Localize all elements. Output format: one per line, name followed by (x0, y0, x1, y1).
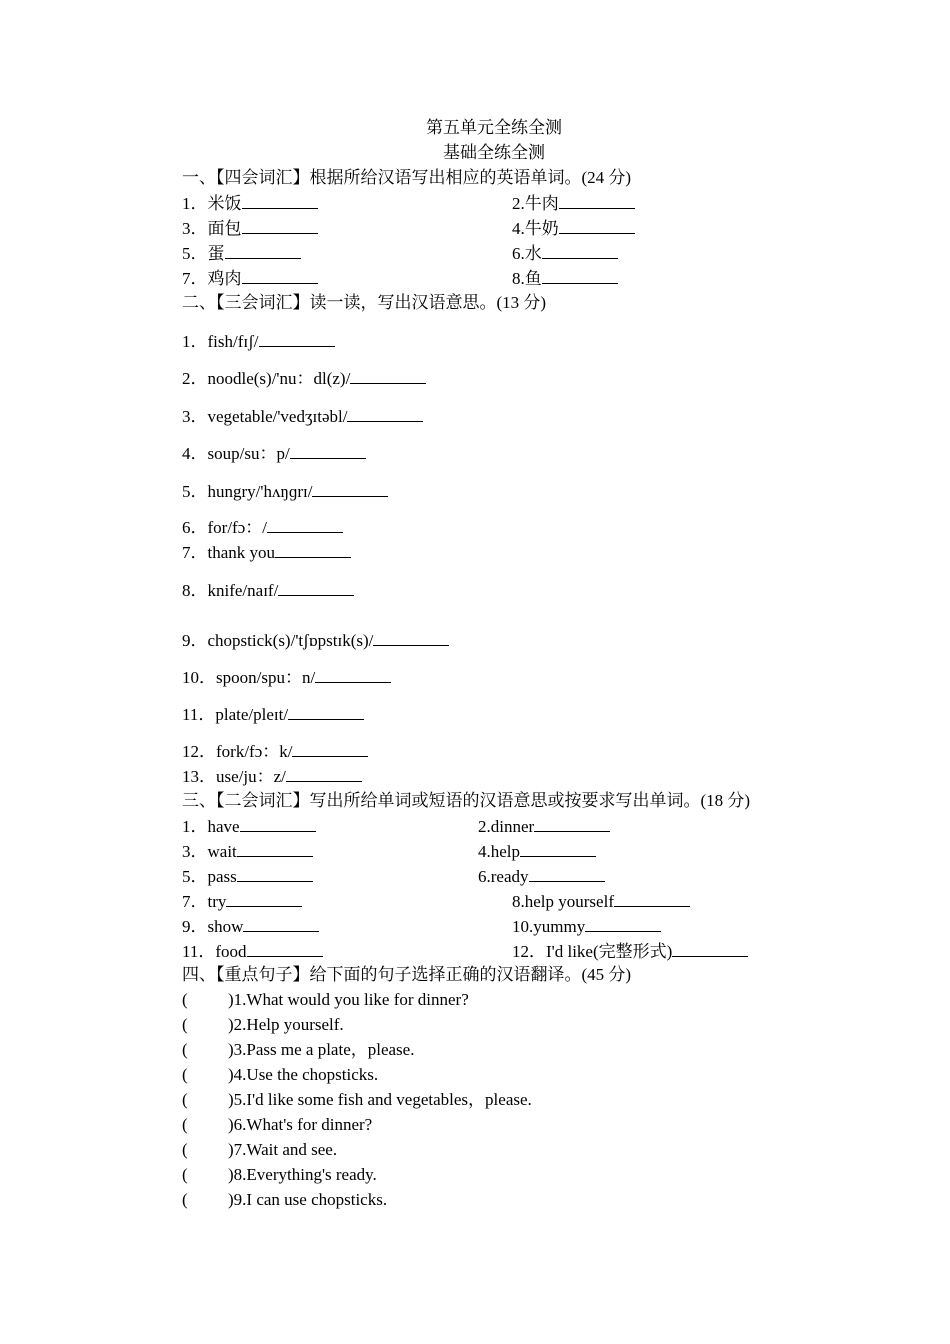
page-subtitle: 基础全练全测 (443, 143, 545, 162)
section3-item: 4.help (478, 840, 596, 863)
answer-blank (534, 815, 610, 832)
section1-item: 4.牛奶 (512, 217, 635, 240)
section2-item: 8．knife/naɪf/ (182, 579, 354, 602)
section4-item: ( )7.Wait and see. (182, 1140, 338, 1159)
section4-heading: 四、【重点句子】给下面的句子选择正确的汉语翻译。(45 分) (182, 965, 632, 984)
answer-blank (350, 367, 426, 384)
section2-heading: 二、【三会词汇】读一读，写出汉语意思。(13 分) (182, 293, 547, 312)
answer-blank (529, 865, 605, 882)
answer-blank (290, 442, 366, 459)
section1-item: 5．蛋 (182, 242, 301, 265)
answer-blank (237, 865, 313, 882)
section4-item: ( )6.What's for dinner? (182, 1115, 373, 1134)
section4-item: ( )1.What would you like for dinner? (182, 990, 469, 1009)
section3-item: 12．I'd like(完整形式) (512, 940, 748, 963)
answer-blank (542, 242, 618, 259)
section3-item: 6.ready (478, 865, 605, 888)
answer-blank (559, 192, 635, 209)
section2-item: 2．noodle(s)/'nu：dl(z)/ (182, 367, 426, 390)
section2-item: 13．use/ju：z/ (182, 765, 362, 788)
answer-blank (237, 840, 313, 857)
answer-blank (559, 217, 635, 234)
answer-blank (672, 940, 748, 957)
section3-item: 1．have (182, 815, 316, 838)
answer-blank (315, 666, 391, 683)
answer-blank (243, 915, 319, 932)
section3-item: 3．wait (182, 840, 313, 863)
section2-item: 9．chopstick(s)/'tʃɒpstɪk(s)/ (182, 629, 449, 652)
section3-item: 8.help yourself (512, 890, 690, 913)
section1-item: 8.鱼 (512, 267, 618, 290)
section3-item: 5．pass (182, 865, 313, 888)
section2-item: 3．vegetable/'vedʒɪtəbl/ (182, 405, 423, 428)
section1-item: 6.水 (512, 242, 618, 265)
answer-blank (259, 330, 335, 347)
section3-heading: 三、【二会词汇】写出所给单词或短语的汉语意思或按要求写出单词。(18 分) (182, 791, 751, 810)
section2-item: 10．spoon/spu：n/ (182, 666, 391, 689)
section4-item: ( )2.Help yourself. (182, 1015, 344, 1034)
answer-blank (312, 480, 388, 497)
section2-item: 11．plate/pleɪt/ (182, 703, 364, 726)
section2-item: 4．soup/su：p/ (182, 442, 366, 465)
answer-blank (542, 267, 618, 284)
section3-item: 7．try (182, 890, 302, 913)
section2-item: 7．thank you (182, 541, 351, 564)
answer-blank (242, 192, 318, 209)
answer-blank (247, 940, 323, 957)
section1-item: 1．米饭 (182, 192, 318, 215)
answer-blank (275, 541, 351, 558)
answer-blank (226, 890, 302, 907)
section4-item: ( )3.Pass me a plate，please. (182, 1040, 415, 1059)
section3-item: 2.dinner (478, 815, 610, 838)
section4-item: ( )5.I'd like some fish and vegetables，please. (182, 1090, 532, 1109)
answer-blank (240, 815, 316, 832)
answer-blank (242, 267, 318, 284)
section2-item: 12．fork/fɔ：k/ (182, 740, 368, 763)
answer-blank (347, 405, 423, 422)
answer-blank (614, 890, 690, 907)
section2-item: 5．hungry/'hʌŋɡrɪ/ (182, 480, 388, 503)
section2-item: 1．fish/fɪʃ/ (182, 330, 335, 353)
answer-blank (286, 765, 362, 782)
section1-heading: 一、【四会词汇】根据所给汉语写出相应的英语单词。(24 分) (182, 168, 632, 187)
answer-blank (225, 242, 301, 259)
answer-blank (288, 703, 364, 720)
answer-blank (520, 840, 596, 857)
section3-item: 10.yummy (512, 915, 661, 938)
answer-blank (585, 915, 661, 932)
answer-blank (242, 217, 318, 234)
answer-blank (278, 579, 354, 596)
section4-item: ( )8.Everything's ready. (182, 1165, 377, 1184)
answer-blank (292, 740, 368, 757)
section4-item: ( )4.Use the chopsticks. (182, 1065, 379, 1084)
answer-blank (373, 629, 449, 646)
section1-item: 7．鸡肉 (182, 267, 318, 290)
section2-item: 6．for/fɔ：/ (182, 516, 343, 539)
answer-blank (267, 516, 343, 533)
section4-item: ( )9.I can use chopsticks. (182, 1190, 388, 1209)
page-title: 第五单元全练全测 (426, 118, 562, 137)
section1-item: 2.牛肉 (512, 192, 635, 215)
section3-item: 9．show (182, 915, 319, 938)
section1-item: 3．面包 (182, 217, 318, 240)
section3-item: 11．food (182, 940, 323, 963)
